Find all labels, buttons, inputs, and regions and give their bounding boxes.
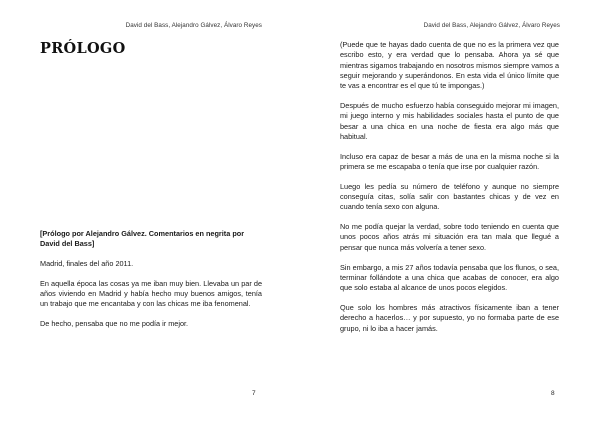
page-number: 8 bbox=[551, 390, 555, 397]
paragraph: No me podía quejar la verdad, sobre todo teniendo en cuenta que unos pocos años atrás mi situación era tan mala que llegué a pensar que nunca más volvería a tener sexo. bbox=[340, 222, 559, 252]
left-body bbox=[40, 229, 262, 339]
chapter-title: PRÓLOGO bbox=[40, 40, 126, 57]
right-body bbox=[340, 40, 559, 343]
paragraph: Madrid, finales del año 2011. bbox=[40, 259, 134, 269]
page-number: 7 bbox=[252, 390, 256, 397]
paragraph: Sin embargo, a mis 27 años todavía pensaba que los flunos, o sea, terminar follándote a una chica que acabas de conocer, era algo que solo estaba al alcance de unos pocos elegidos. bbox=[340, 262, 559, 293]
right-page bbox=[300, 0, 600, 425]
paragraph: Después de mucho esfuerzo había conseguido mejorar mi imagen, mi juego interno y mis habilidades sociales hasta el punto de que besar a una chica en una noche de fiesta era algo más que habitual. bbox=[340, 100, 559, 141]
running-header: David del Bass, Alejandro Gálvez, Álvaro Reyes bbox=[125, 22, 262, 29]
paragraph: Luego les pedía su número de teléfono y aunque no siempre conseguía citas, solía salir con bastantes chicas y de vez en cuando tenía sexo con alguna. bbox=[340, 181, 559, 212]
paragraph: Que solo los hombres más atractivos físicamente iban a tener derecho a hacerlos… y por supuesto, yo no formaba parte de ese grupo, ni lo iba a hacer jamás. bbox=[340, 302, 559, 333]
paragraph: Incluso era capaz de besar a más de una en la misma noche si la primera se me escapaba o tenía que irse por cualquier razón. bbox=[340, 151, 559, 171]
running-header: David del Bass, Alejandro Gálvez, Álvaro Reyes bbox=[423, 22, 560, 29]
paragraph: (Puede que te hayas dado cuenta de que no es la primera vez que escribo esto, y era verdad que lo pensaba. Ahora ya sé que mientras sigamos trabajando en nosotros mismos siempre vamos a seguir mejorando y superándonos. En esta vida el único límite que te vas a encontrar es el que tú te impongas.) bbox=[340, 40, 559, 91]
paragraph: En aquella época las cosas ya me iban muy bien. Llevaba un par de años viviendo en Madrid y había hecho muy buenos amigos, tenía un trabajo que me encantaba y con las chicas me iba fenomenal. bbox=[40, 278, 262, 309]
prologue-attribution: [Prólogo por Alejandro Gálvez. Comentarios en negrita por David del Bass] bbox=[40, 229, 245, 249]
paragraph: De hecho, pensaba que no me podía ir mejor. bbox=[40, 319, 189, 329]
